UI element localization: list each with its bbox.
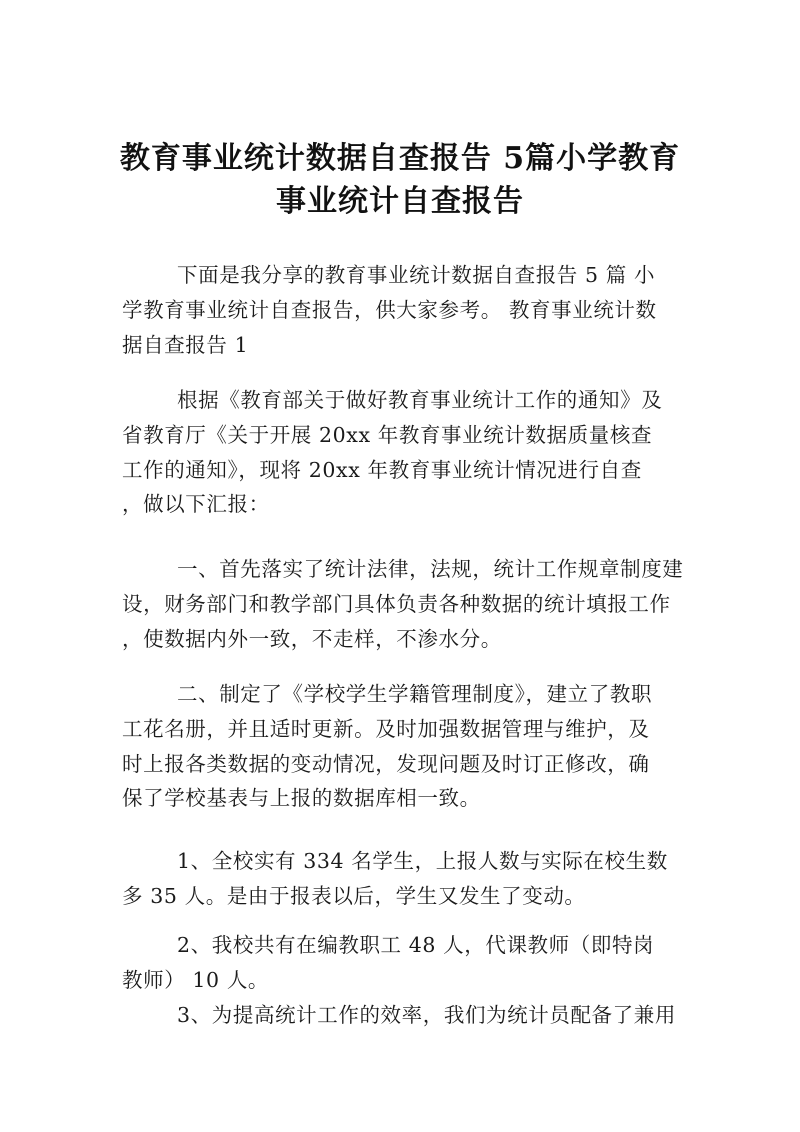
paragraph-intro bbox=[122, 258, 687, 362]
paragraph-basis bbox=[122, 383, 687, 522]
document-title-line-2: 事业统计自查报告 bbox=[276, 184, 524, 219]
paragraph-line: 保了学校基表与上报的数据库相一致。 bbox=[122, 786, 481, 811]
paragraph-line: ，做以下汇报： bbox=[122, 492, 270, 517]
paragraph-line: 时上报各类数据的变动情况，发现问题及时订正修改，确 bbox=[122, 751, 650, 776]
paragraph-line: 教师） 10 人。 bbox=[122, 967, 270, 992]
paragraph-line: 2、我校共有在编教职工 48 人，代课教师（即特岗 bbox=[177, 933, 655, 957]
paragraph-line: 下面是我分享的教育事业统计数据自查报告 5 篇 小 bbox=[177, 263, 656, 287]
paragraph-section-2 bbox=[122, 677, 687, 816]
paragraph-section-1 bbox=[122, 552, 687, 656]
paragraph-line: 据自查报告 1 bbox=[122, 332, 249, 357]
paragraph-line: 3、为提高统计工作的效率，我们为统计员配备了兼用 bbox=[177, 1003, 676, 1027]
paragraph-line: 学教育事业统计自查报告，供大家参考。 教育事业统计数 bbox=[122, 297, 657, 322]
paragraph-line: 工作的通知》，现将 20xx 年教育事业统计情况进行自查 bbox=[122, 457, 642, 482]
paragraph-line: 根据《教育部关于做好教育事业统计工作的通知》及 bbox=[177, 388, 663, 412]
paragraph-item-1 bbox=[122, 844, 687, 914]
paragraph-line: 多 35 人。是由于报表以后，学生又发生了变动。 bbox=[122, 883, 586, 908]
document-title-line-1: 教育事业统计数据自查报告 5篇小学教育 bbox=[119, 141, 681, 176]
paragraph-line: ，使数据内外一致，不走样，不渗水分。 bbox=[122, 626, 502, 651]
paragraph-line: 省教育厅《关于开展 20xx 年教育事业统计数据质量核查 bbox=[122, 422, 653, 447]
paragraph-line: 设，财务部门和教学部门具体负责各种数据的统计填报工作 bbox=[122, 591, 671, 616]
paragraph-item-3 bbox=[122, 998, 687, 1033]
paragraph-line: 一、首先落实了统计法律，法规，统计工作规章制度建 bbox=[177, 557, 684, 581]
paragraph-item-2 bbox=[122, 928, 687, 998]
paragraph-line: 工花名册，并且适时更新。及时加强数据管理与维护，及 bbox=[122, 716, 650, 741]
paragraph-line: 1、全校实有 334 名学生，上报人数与实际在校生数 bbox=[177, 849, 668, 873]
paragraph-line: 二、制定了《学校学生学籍管理制度》，建立了教职 bbox=[177, 682, 653, 706]
